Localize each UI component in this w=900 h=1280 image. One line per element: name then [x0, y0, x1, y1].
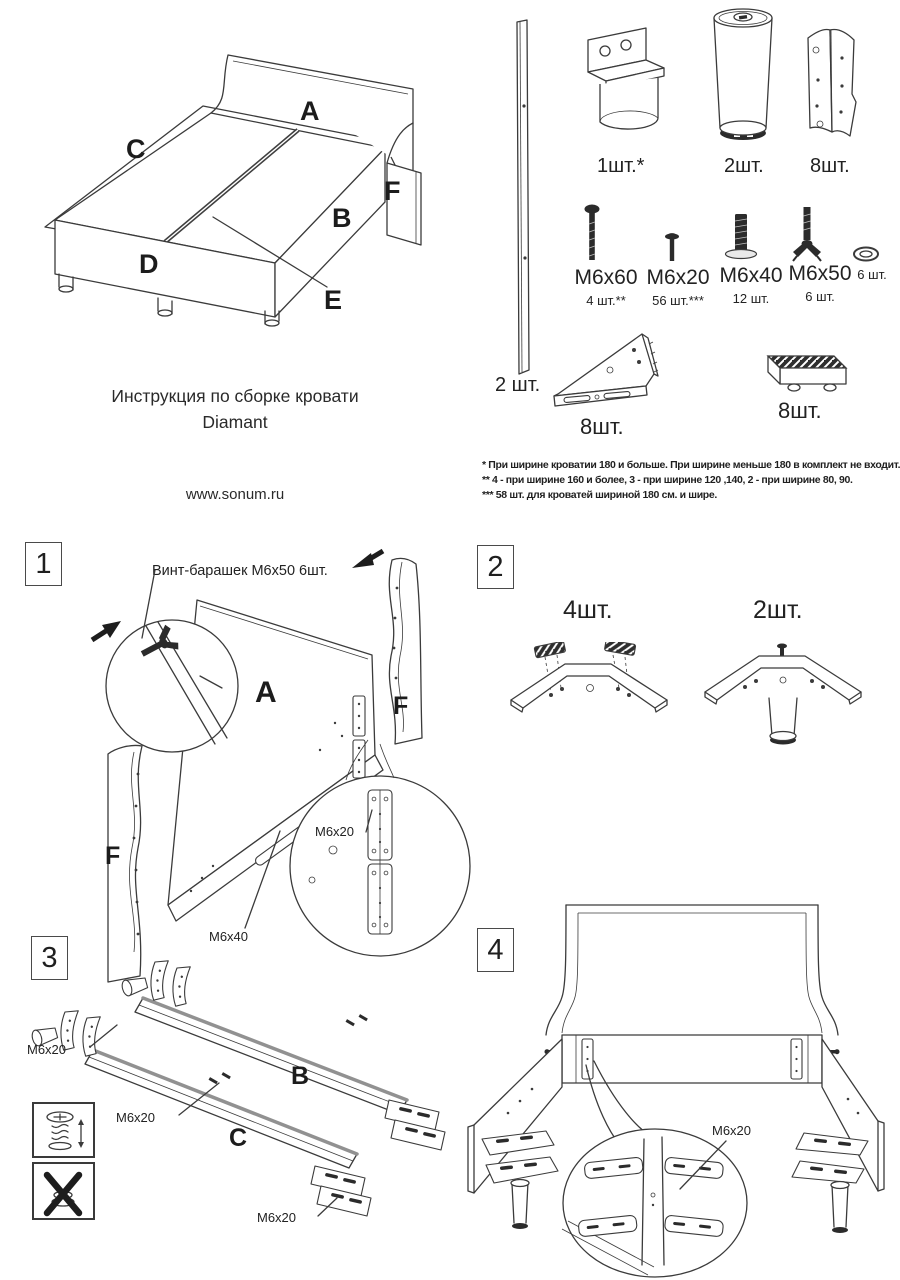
- right-corner-brackets: [792, 1133, 868, 1233]
- page-title-line1: Инструкция по сборке кровати: [111, 386, 359, 406]
- corner-bracket-part-icon: [802, 24, 862, 142]
- stud-m6x40-icon: [724, 212, 758, 260]
- bolt-m6x20-qty: 56 шт.***: [652, 293, 704, 308]
- footnote-1: * При ширине кроватии 180 и больше. При ширине меньше 180 в комплект не входит.: [482, 459, 900, 471]
- bolt-m6x20-icon: [664, 232, 680, 264]
- step-1-m6x40-label: M6x40: [209, 929, 249, 944]
- cylinder-leg-qty: 2шт.: [724, 155, 764, 177]
- washer-icon: [851, 244, 881, 264]
- pad-qty: 8шт.: [778, 398, 822, 423]
- footnote-3: *** 58 шт. для кроватей шириной 180 см. и шире.: [482, 489, 717, 501]
- bolt-m6x60-qty: 4 шт.**: [586, 293, 626, 308]
- slat-part-icon: [505, 18, 539, 376]
- stud-m6x40-name: М6х40: [719, 264, 783, 287]
- step-1-note: Винт-барашек М6х50 6шт.: [152, 563, 328, 579]
- step-1-m6x20-label: M6x20: [315, 824, 355, 839]
- step-3-label-b: B: [291, 1062, 310, 1090]
- page-title-line2: Diamant: [202, 412, 268, 432]
- step-1-label-a: A: [255, 676, 277, 709]
- overview-label-b: B: [332, 203, 352, 233]
- overview-label-f: F: [384, 176, 401, 206]
- overview-label-c: C: [126, 134, 146, 164]
- screw-gap-warning: [32, 1102, 95, 1158]
- bolt-m6x60-icon: [583, 204, 601, 262]
- step-4-drawing: [458, 893, 893, 1280]
- gusset-bracket-qty: 8шт.: [580, 414, 624, 439]
- step-2-pad-assembly-drawing: [505, 642, 675, 727]
- center-leg-qty: 1шт.*: [597, 155, 645, 177]
- step-2-number: 2: [477, 545, 514, 589]
- step-2-leg-assembly-drawing: [695, 640, 870, 748]
- overview-label-d: D: [139, 249, 159, 279]
- step-2-pads-qty: 4шт.: [563, 596, 613, 624]
- website-url: www.sonum.ru: [185, 486, 285, 503]
- overview-label-a: A: [300, 96, 320, 126]
- wing-screw-m6x50-icon: [790, 206, 824, 262]
- wing-screw-m6x50-name: М6х50: [788, 262, 852, 285]
- step-1-label-f-left: F: [105, 842, 121, 870]
- wing-screw-m6x50-qty: 6 шт.: [805, 289, 835, 304]
- overview-label-e: E: [324, 285, 343, 315]
- step-1-label-f-right: F: [393, 692, 409, 720]
- pad-part-icon: [752, 352, 852, 402]
- step-2-legs-qty: 2шт.: [753, 596, 803, 624]
- step-4-m6x20-label: M6x20: [712, 1123, 752, 1138]
- step-4-number: 4: [477, 928, 514, 972]
- step-3-m6x20-label-1: M6x20: [27, 1042, 67, 1057]
- center-leg-part-icon: [578, 24, 673, 146]
- step-1-number: 1: [25, 542, 62, 586]
- washer-qty: 6 шт.: [857, 267, 887, 282]
- step-3-m6x20-label-3: M6x20: [257, 1210, 297, 1225]
- slat-qty: 2 шт.: [495, 374, 541, 396]
- no-overtighten-warning: [32, 1162, 95, 1220]
- step-3-m6x20-label-2: M6x20: [116, 1110, 156, 1125]
- crossed-screw-icon: [34, 1164, 93, 1218]
- footnote-2: ** 4 - при ширине 160 и более, 3 - при ширине 120 ,140, 2 - при ширине 80, 90.: [482, 474, 853, 486]
- bolt-m6x60-name: М6х60: [574, 266, 638, 289]
- bolt-m6x20-name: М6х20: [646, 266, 710, 289]
- cylinder-leg-part-icon: [710, 6, 776, 146]
- stud-m6x40-qty: 12 шт.: [732, 291, 770, 306]
- step-3-label-c: C: [229, 1124, 248, 1152]
- step-1-drawing: [50, 548, 475, 1010]
- screw-gap-icon: [34, 1104, 93, 1156]
- left-corner-brackets: [482, 1131, 558, 1229]
- corner-bracket-qty: 8шт.: [810, 155, 850, 177]
- step-3-number: 3: [31, 936, 68, 980]
